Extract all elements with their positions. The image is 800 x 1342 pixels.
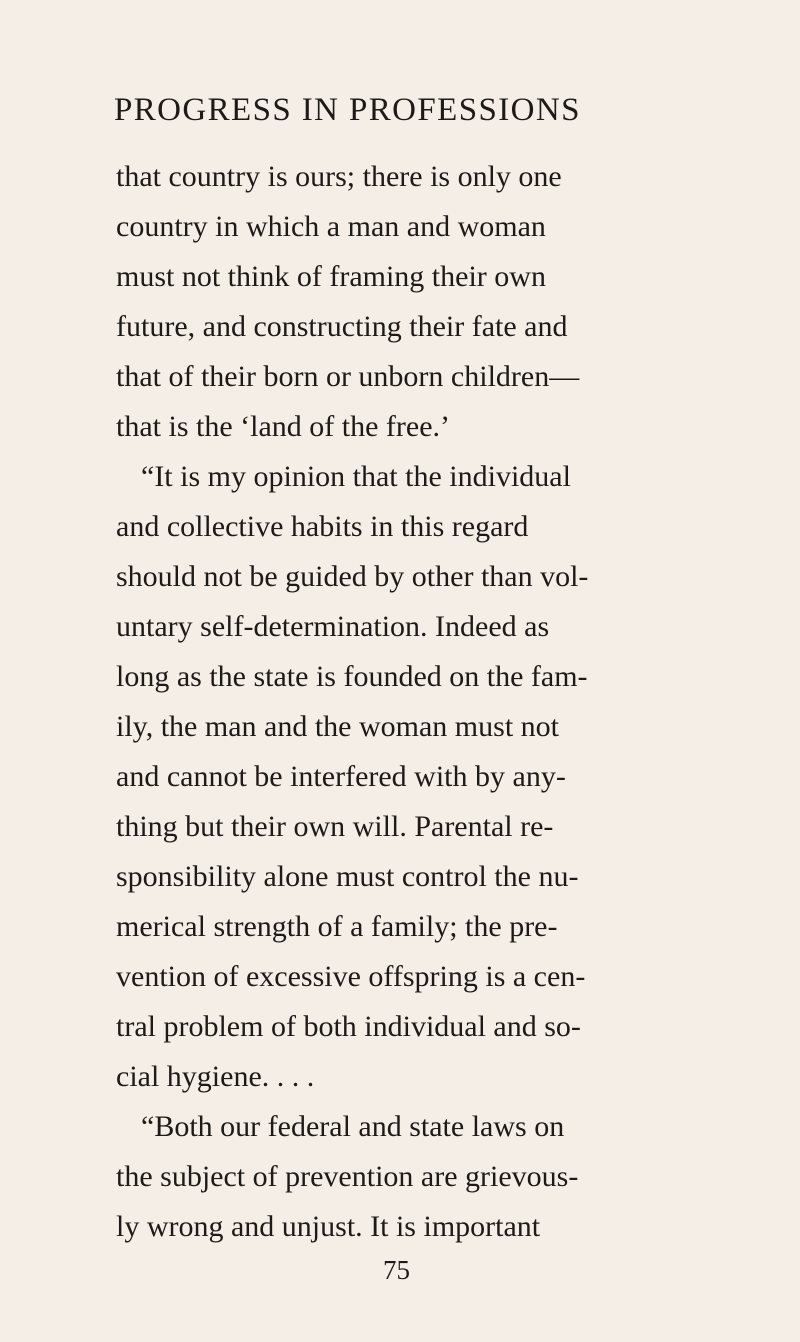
text-line: the subject of prevention are grievous-	[116, 1160, 579, 1193]
page-number: 75	[383, 1255, 410, 1285]
text-line: that is the ‘land of the free.’	[116, 410, 451, 443]
text-line: ly wrong and unjust. It is important	[116, 1210, 541, 1243]
text-line: and cannot be interfered with by any-	[116, 760, 566, 793]
text-line: “Both our federal and state laws on	[141, 1110, 565, 1143]
text-line: country in which a man and woman	[116, 210, 546, 243]
text-line: vention of excessive offspring is a cen-	[116, 960, 586, 993]
text-line: future, and constructing their fate and	[116, 310, 568, 343]
text-line: cial hygiene. . . .	[116, 1060, 315, 1093]
text-line: long as the state is founded on the fam-	[116, 660, 588, 693]
text-line: that of their born or unborn children—	[116, 360, 580, 393]
text-line: should not be guided by other than vol-	[116, 560, 589, 593]
text-line: “It is my opinion that the individual	[141, 460, 571, 493]
text-line: sponsibility alone must control the nu-	[116, 860, 579, 893]
text-line: and collective habits in this regard	[116, 510, 529, 543]
text-line: ily, the man and the woman must not	[116, 710, 559, 743]
running-head: PROGRESS IN PROFESSIONS	[114, 92, 581, 128]
text-line: that country is ours; there is only one	[116, 160, 562, 193]
text-line: tral problem of both individual and so-	[116, 1010, 581, 1043]
text-line: thing but their own will. Parental re-	[116, 810, 554, 843]
text-line: merical strength of a family; the pre-	[116, 910, 558, 943]
text-line: must not think of framing their own	[116, 260, 546, 293]
text-line: untary self-determination. Indeed as	[116, 610, 550, 643]
